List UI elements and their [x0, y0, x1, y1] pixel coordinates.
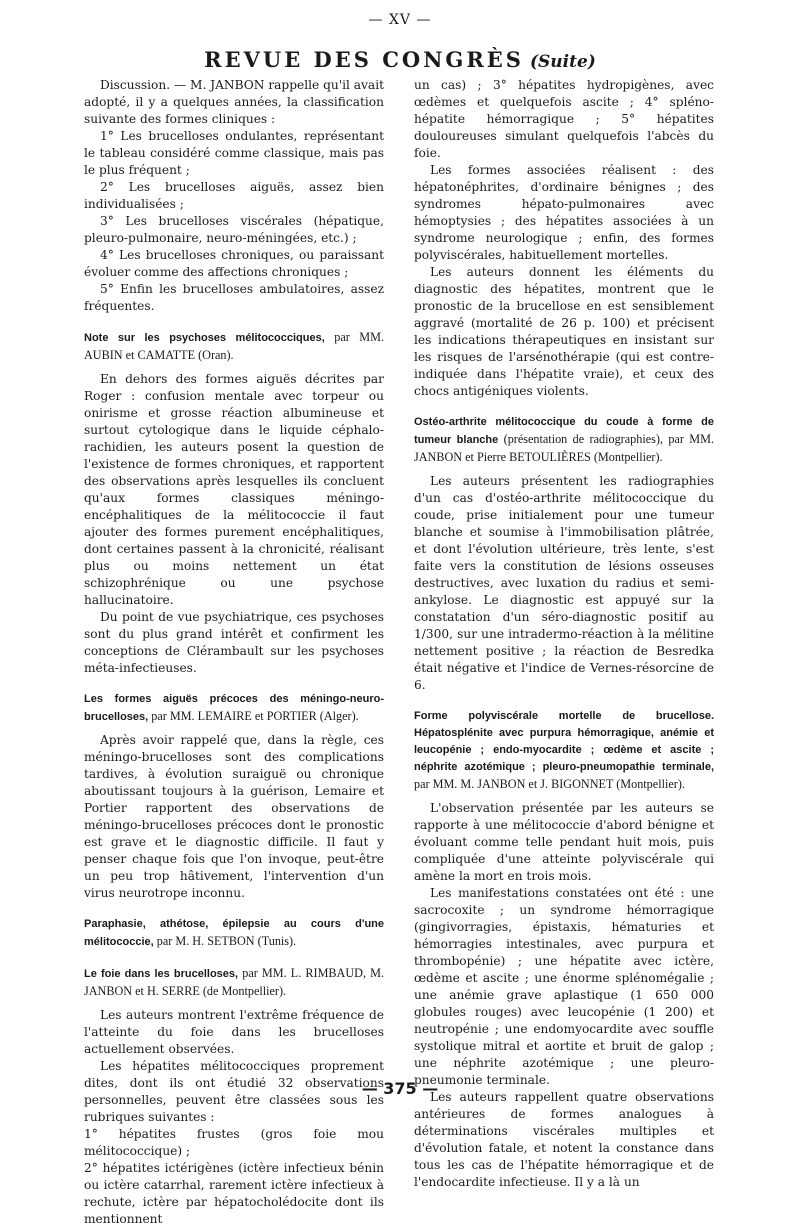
form-item: 5° Enfin les brucelloses ambulatoires, assez fréquentes. [84, 282, 384, 313]
discussion-paragraph: Discussion. — M. JANBON rappelle qu'il avait adopté, il y a quelques années, la classification suivante des formes cliniques : [84, 78, 384, 126]
page-title [0, 47, 800, 72]
page-number: — 375 — [361, 1079, 439, 1098]
article-paragraph: Les formes associées réalisent : des hépatonéphrites, d'ordinaire bénignes ; des syndromes hépato-pulmonaires avec hémoptysies ; des hépatites associées à un syndrome neurologique ; enfin, des formes polyviscérales, habituellement mortelles. [414, 163, 714, 262]
article-paragraph: Les auteurs rappellent quatre observations antérieures de formes analogues à déterminations viscérales multiples et d'évolution fatale, et notent la constance dans tous les cas de l'hépatite hémorragique et de l'endocardite infectieuse. Il y a là un [414, 1090, 714, 1189]
article-authors: par M. H. SETBON (Tunis). [156, 934, 297, 948]
article-list-item: 2° hépatites ictérigènes (ictère infectieux bénin ou ictère catarrhal, rarement ictère infectieux à rechute, ictère par hépatocholédocite dont ils mentionnent [84, 1161, 384, 1226]
form-item: 2° Les brucelloses aiguës, assez bien individualisées ; [84, 180, 384, 211]
article-paragraph: En dehors des formes aiguës décrites par Roger : confusion mentale avec torpeur ou onirisme et grosse réaction albumineuse et surtout cytologique dans le liquide céphalo-rachidien, les auteurs posent la question de l'existence de formes chroniques, et rapportent des observations après lesquelles ils concluent qu'aux formes classiques méningo-encéphalitiques de la mélitococcie il faut ajouter des formes purement encéphalitiques, dont certaines passent à la chronicité, réalisant plus ou moins nettement un état schizophrénique ou une psychose hallucinatoire. [84, 372, 384, 607]
article-title-psychoses [84, 329, 384, 365]
left-column [84, 77, 384, 1228]
article-paragraph: Les auteurs présentent les radiographies d'un cas d'ostéo-arthrite mélitococcique du coude, prise initialement pour une tumeur blanche et soumise à l'immobilisation plâtrée, et dont l'évolution ultérieure, très lente, s'est faite vers la constitution de lésions osseuses destructives, avec luxation du radius et semi-ankylose. Le diagnostic est appuyé sur la constatation d'un séro-diagnostic positif au 1/300, sur une intradermo-réaction à la mélitine nettement positive ; la réaction de Besredka était négative et l'indice de Vernes-résorcine de 6. [414, 474, 714, 692]
form-item: 4° Les brucelloses chroniques, ou paraissant évoluer comme des affections chroniques ; [84, 248, 384, 279]
page-title-suite: (Suite) [529, 52, 596, 72]
article-title-foie [84, 965, 384, 1001]
article-title-text: Le foie dans les brucelloses, [84, 968, 239, 980]
article-paragraph: Les auteurs montrent l'extrême fréquence de l'atteinte du foie dans les brucelloses actuellement observées. [84, 1008, 384, 1056]
form-item: 3° Les brucelloses viscérales (hépatique, pleuro-pulmonaire, neuro-méningées, etc.) ; [84, 214, 384, 245]
article-title-osteo [414, 414, 714, 467]
article-paragraph: Du point de vue psychiatrique, ces psychoses sont du plus grand intérêt et confirment les conceptions de Clérambault sur les psychoses méta-infectieuses. [84, 610, 384, 675]
article-title-meningo [84, 691, 384, 726]
article-title-paraphasie [84, 916, 384, 951]
article-list-item: 1° hépatites frustes (gros foie mou mélitococcique) ; [84, 1127, 384, 1158]
article-title-polyviscerale [414, 708, 714, 794]
article-title-text: Ostéo-arthrite mélitococcique du coude à forme de tumeur blanche [414, 416, 714, 446]
article-paragraph: Les manifestations constatées ont été : une sacrocoxite ; un syndrome hémorragique (gingivorragies, épistaxis, hématuries et hémorragies intestinales, avec purpura et thrombopénie) ; une hépatite avec ictère, œdème et ascite ; une énorme splénomégalie ; une anémie grave aplastique (1 650 000 globules rouges) avec leucopénie (1 200) et neutropénie ; une endomyocardite avec souffle systolique mitral et aortite et bruit de galop ; une néphrite azotémique ; une pleuro-pneumonie terminale. [414, 886, 714, 1087]
article-paragraph: Les auteurs donnent les éléments du diagnostic des hépatites, montrent que le pronostic de la brucellose en est sensiblement aggravé (mortalité de 26 p. 100) et précisent les indications thérapeutiques en insistant sur les risques de l'arsénothérapie (qui est contre-indiquée dans l'hépatite vraie), et ceux des chocs antigéniques violents. [414, 265, 714, 398]
article-title-text: Note sur les psychoses mélitococciques, [84, 332, 325, 344]
form-item: 1° Les brucelloses ondulantes, représentant le tableau considéré comme classique, mais pas le plus fréquent ; [84, 129, 384, 177]
article-title-text: Paraphasie, athétose, épilepsie au cours d'une mélitococcie, [84, 918, 384, 948]
article-authors: par MM. AUBIN et CAMATTE (Oran). [84, 330, 384, 362]
article-authors: (présentation de radiographies), par MM. JANBON et Pierre BETOULIÈRES (Montpellier). [414, 432, 715, 464]
right-column [414, 77, 714, 1191]
article-paragraph: Après avoir rappelé que, dans la règle, ces méningo-brucelloses sont des complications tardives, à évolution suraiguë ou chronique aboutissant toujours à la guérison, Lemaire et Portier rapportent des observations de méningo-brucelloses précoces dont le pronostic est grave et le diagnostic difficile. Il faut y penser chaque fois que l'on invoque, peut-être un peu trop hâtivement, l'intervention d'un virus neurotrope inconnu. [84, 733, 384, 900]
article-paragraph: L'observation présentée par les auteurs se rapporte à une mélitococcie d'abord bénigne et évoluant comme telle pendant huit mois, puis compliquée d'une atteinte polyviscérale qui amène la mort en trois mois. [414, 801, 714, 883]
article-paragraph: un cas) ; 3° hépatites hydropigènes, avec œdèmes et quelquefois ascite ; 4° spléno-hépatite hémorragique ; 5° hépatites douloureuses simulant quelquefois l'abcès du foie. [414, 78, 714, 160]
article-authors: par MM. LEMAIRE et PORTIER (Alger). [151, 709, 359, 723]
article-paragraph: Les hépatites mélitococciques proprement dites, dont ils ont étudié 32 observations personnelles, peuvent être classées sous les rubriques suivantes : [84, 1059, 384, 1124]
article-title-text: Les formes aiguës précoces des méningo-neuro-brucelloses, [84, 693, 384, 723]
article-authors: par MM. L. RIMBAUD, M. JANBON et H. SERRE (de Montpellier). [84, 966, 384, 998]
article-authors: par MM. M. JANBON et J. BIGONNET (Montpellier). [414, 777, 685, 791]
article-title-text: Forme polyviscérale mortelle de brucellose. Hépatosplénite avec purpura hémorragique, anémie et leucopénie ; endo-myocardite ; œdème et ascite ; néphrite azotémique ; pleuro-pneumopathie terminale, [414, 710, 714, 773]
running-page-roman: — XV — [368, 12, 432, 28]
page-title-text: REVUE DES CONGRÈS [204, 47, 524, 72]
